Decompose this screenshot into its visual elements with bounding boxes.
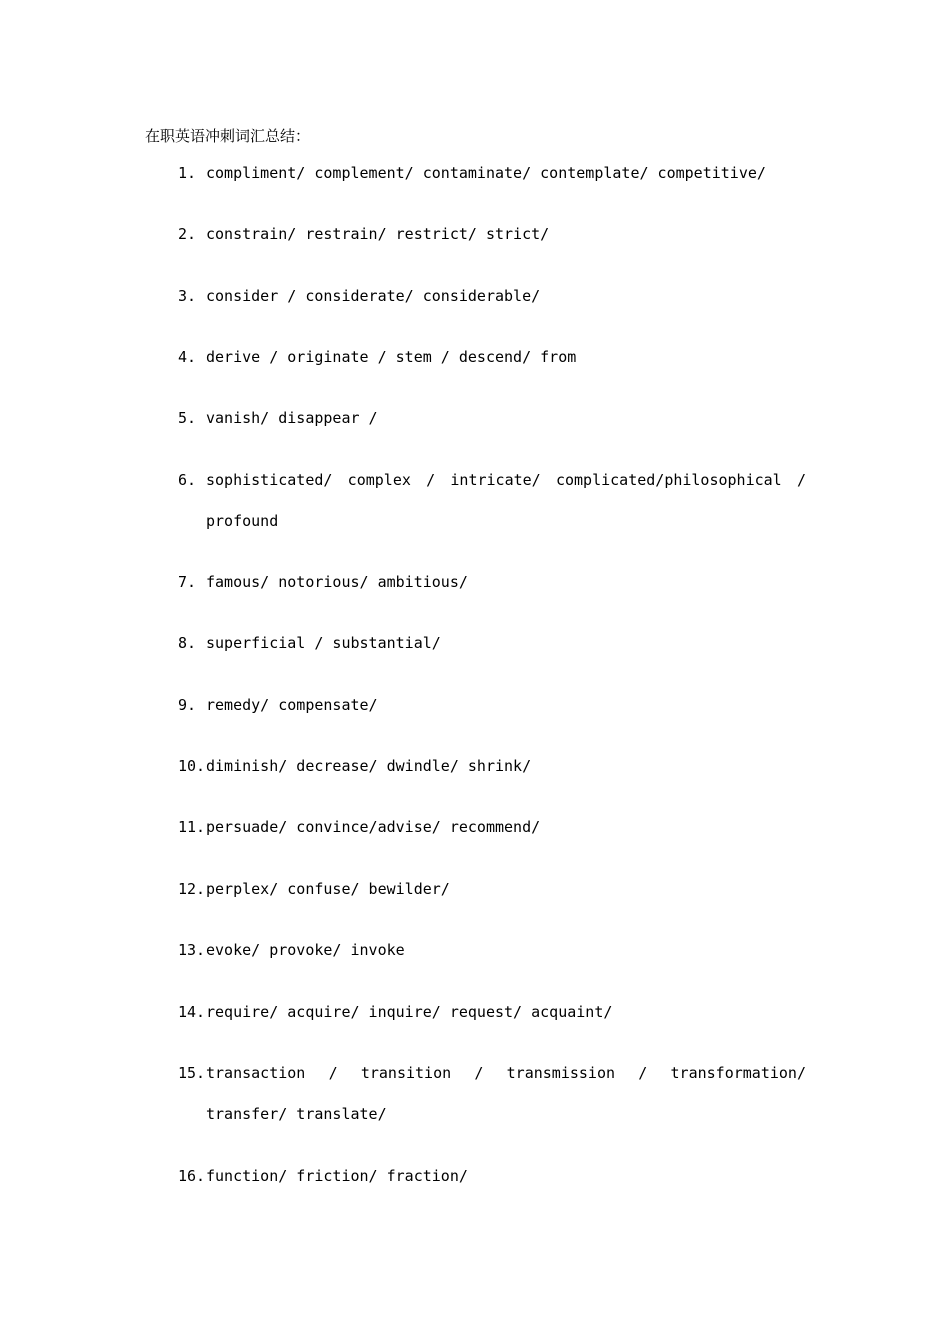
item-number: 7.	[178, 573, 197, 591]
item-text: famous/ notorious/ ambitious/	[206, 573, 468, 591]
item-number: 10.	[178, 757, 206, 775]
item-number: 8.	[178, 634, 197, 652]
item-number: 4.	[178, 348, 197, 366]
item-number: 16.	[178, 1167, 206, 1185]
document-title: 在职英语冲刺词汇总结：	[145, 127, 311, 145]
item-text: vanish/ disappear /	[206, 409, 378, 427]
item-text: superficial / substantial/	[206, 634, 441, 652]
item-text: diminish/ decrease/ dwindle/ shrink/	[206, 757, 532, 775]
item-text: constrain/ restrain/ restrict/ strict/	[206, 225, 550, 243]
item-number: 9.	[178, 696, 197, 714]
item-text: consider / considerate/ considerable/	[206, 287, 541, 305]
item-text: perplex/ confuse/ bewilder/	[206, 880, 450, 898]
item-text: derive / originate / stem / descend/ from	[206, 348, 577, 366]
item-number: 14.	[178, 1003, 206, 1021]
item-number: 6.	[178, 471, 197, 489]
item-number: 13.	[178, 941, 206, 959]
item-number: 15.	[178, 1064, 206, 1082]
item-text: transaction / transition / transmission / transformation/ transfer/ translate/	[206, 1064, 806, 1123]
item-number: 1.	[178, 164, 197, 182]
item-text: function/ friction/ fraction/	[206, 1167, 468, 1185]
item-text: remedy/ compensate/	[206, 696, 378, 714]
item-text: persuade/ convince/advise/ recommend/	[206, 818, 541, 836]
item-number: 11.	[178, 818, 206, 836]
item-number: 2.	[178, 225, 197, 243]
item-text: evoke/ provoke/ invoke	[206, 941, 405, 959]
item-number: 12.	[178, 880, 206, 898]
item-number: 3.	[178, 287, 197, 305]
item-number: 5.	[178, 409, 197, 427]
item-text: require/ acquire/ inquire/ request/ acquaint/	[206, 1003, 613, 1021]
item-text: compliment/ complement/ contaminate/ contemplate/ competitive/	[206, 164, 766, 182]
item-text: sophisticated/ complex / intricate/ complicated/philosophical / profound	[206, 471, 806, 530]
